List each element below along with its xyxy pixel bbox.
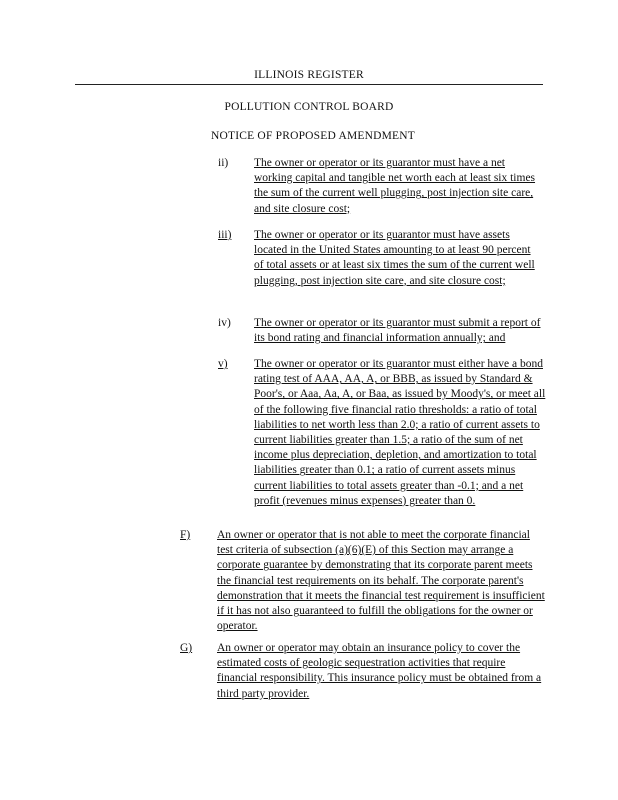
inserted-text: The owner or operator or its guarantor must either have a bond rating test of AAA, AA, A, or BBB, as issued by Standard & Poor's, or Aaa, Aa, A, or Baa, as issued by Moody's, or meet all of the following five financial ratio thresholds: a ratio of total liabilities to net worth less than 2.0; a ratio of current assets to current liabilities greater than 1.5; a ratio of the sum of net income plus depreciation, depletion, and amortization to total liabilities greater than 0.1; a ratio of current assets minus current liabilities to total assets greater than -0.1; and a net profit (revenues minus expenses) greater than 0. [254,358,546,507]
inserted-text: An owner or operator that is not able to meet the corporate financial test criteria of subsection (a)(6)(E) of this Section may arrange a corporate guarantee by demonstrating that its corporate parent meets the financial test requirements on its behalf. The corporate parent's demonstration that it meets the financial test requirement is insufficient if it has not also guaranteed to fulfill the obligations for the owner or operator. [217,529,545,633]
item-label: iv) [218,317,231,329]
item-text [217,641,543,702]
notice-heading: NOTICE OF PROPOSED AMENDMENT [211,130,415,142]
paragraph-F [0,528,618,633]
item-label: ii) [218,157,229,169]
item-text [217,528,545,634]
inserted-text: The owner or operator or its guarantor must submit a report of its bond rating and financial information annually; and [254,317,541,345]
item-label: F) [180,529,191,541]
header-rule [75,84,543,85]
inserted-text: The owner or operator or its guarantor must have assets located in the United States amounting to at least 90 percent of total assets or at least six times the sum of the current well plugging, post injection site care, and site closure cost; [254,229,535,287]
inserted-text: The owner or operator or its guarantor must have a net working capital and tangible net worth each at least six times the sum of the current well plugging, post injection site care, and site closure cost; [254,157,536,215]
paragraph-iii [0,228,618,304]
item-text [254,156,544,217]
inserted-text: An owner or operator may obtain an insurance policy to cover the estimated costs of geologic sequestration activities that require financial responsibility. This insurance policy must be obtained from a third party provider. [217,642,542,700]
paragraph-iv [0,316,618,348]
item-label: iii) [218,229,232,241]
item-text [254,228,536,289]
item-label: v) [218,358,228,370]
item-text [254,316,546,346]
paragraph-G [0,641,618,705]
item-text [254,357,546,509]
paragraph-ii [0,156,618,218]
item-label: G) [180,642,193,654]
paragraph-v [0,357,618,515]
board-heading: POLLUTION CONTROL BOARD [224,101,394,113]
register-heading: ILLINOIS REGISTER [254,69,364,81]
